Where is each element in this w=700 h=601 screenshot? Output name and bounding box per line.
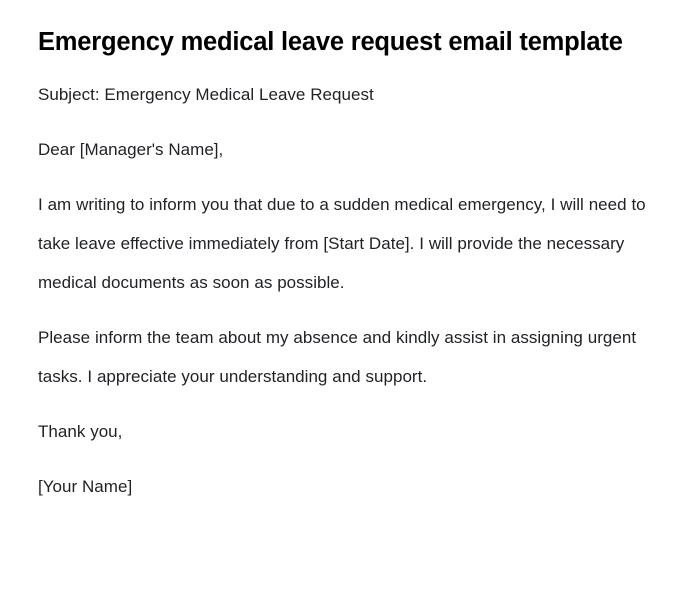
email-template-body bbox=[38, 75, 655, 506]
page-title: Emergency medical leave request email template bbox=[38, 28, 623, 56]
closing: Thank you, bbox=[38, 422, 123, 441]
subject-line: Subject: Emergency Medical Leave Request bbox=[38, 85, 374, 104]
body-paragraph-2: Please inform the team about my absence and kindly assist in assigning urgent tasks. I appreciate your understanding and support. bbox=[38, 328, 637, 386]
salutation: Dear [Manager's Name], bbox=[38, 140, 224, 159]
signature: [Your Name] bbox=[38, 477, 133, 496]
body-paragraph-1: I am writing to inform you that due to a sudden medical emergency, I will need to take leave effective immediately from [Start Date]. I will provide the necessary medical documents as soon as possible. bbox=[38, 195, 646, 292]
